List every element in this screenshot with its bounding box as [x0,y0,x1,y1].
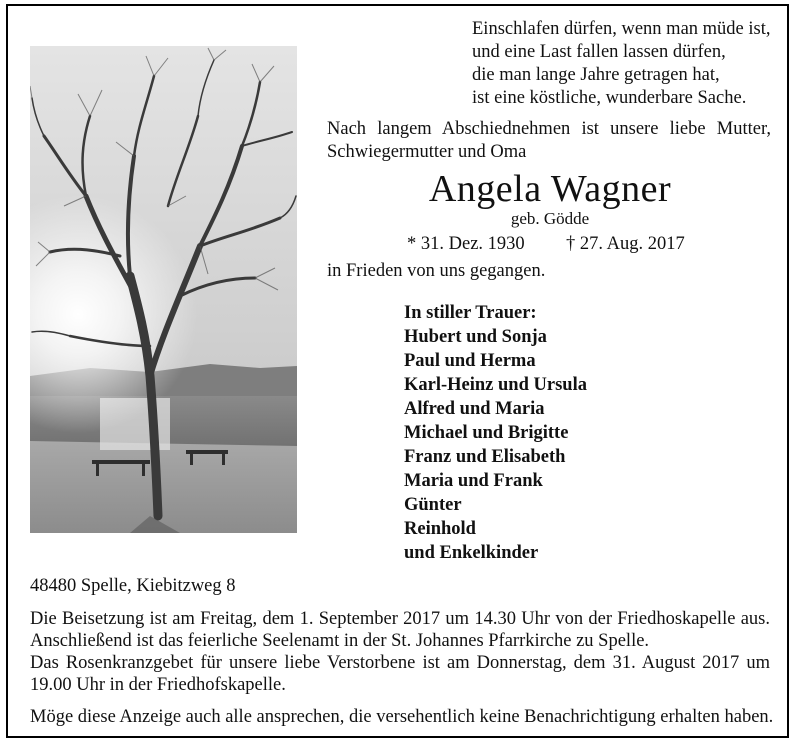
details-line: Anschließend ist das feierliche Seelenamt in der St. Johannes Pfarrkirche zu Spelle. [30,631,650,651]
mourner-name: Karl-Heinz und Ursula [404,375,587,395]
mourner-name: Michael und Brigitte [404,423,569,443]
mourner-name: Reinhold [404,519,476,539]
birth-date: * 31. Dez. 1930 [407,234,525,254]
details-line: Die Beisetzung ist am Freitag, dem 1. September 2017 um 14.30 Uhr von der Friedhoskapelle aus. [30,609,770,629]
details-line: Das Rosenkranzgebet für unsere liebe Verstorbene ist am Donnerstag, dem 31. August 2017 um [30,653,770,673]
mourner-name: Paul und Herma [404,351,536,371]
intro-line: Nach langem Abschiednehmen ist unsere liebe Mutter, [327,119,771,139]
mourners-list [404,301,587,565]
closing-note: Möge diese Anzeige auch alle ansprechen, die versehentlich keine Benachrichtigung erhalten haben. [30,707,774,727]
poem-line: Einschlafen dürfen, wenn man müde ist, [472,19,771,39]
passed-text: in Frieden von uns gegangen. [327,261,546,281]
details-line: 19.00 Uhr in der Friedhofskapelle. [30,675,286,695]
mourner-name: Franz und Elisabeth [404,447,566,467]
death-date: † 27. Aug. 2017 [566,234,685,254]
deceased-name: Angela Wagner [428,168,672,210]
memorial-photo [30,46,297,533]
funeral-details [30,608,770,696]
birth-name: geb. Gödde [510,209,590,228]
tree-lake-image [30,46,297,533]
poem [472,18,792,110]
poem-line: die man lange Jahre getragen hat, [472,65,720,85]
mourner-name: Alfred und Maria [404,399,545,419]
poem-line: und eine Last fallen lassen dürfen, [472,42,726,62]
mourners-heading: In stiller Trauer: [404,303,537,323]
mourner-name: Hubert und Sonja [404,327,547,347]
mourner-name: Maria und Frank [404,471,543,491]
mourner-name: und Enkelkinder [404,543,539,563]
intro-text [327,118,771,164]
address: 48480 Spelle, Kiebitzweg 8 [30,576,236,596]
mourner-name: Günter [404,495,462,515]
poem-line: ist eine köstliche, wunderbare Sache. [472,88,747,108]
intro-line: Schwiegermutter und Oma [327,142,527,162]
